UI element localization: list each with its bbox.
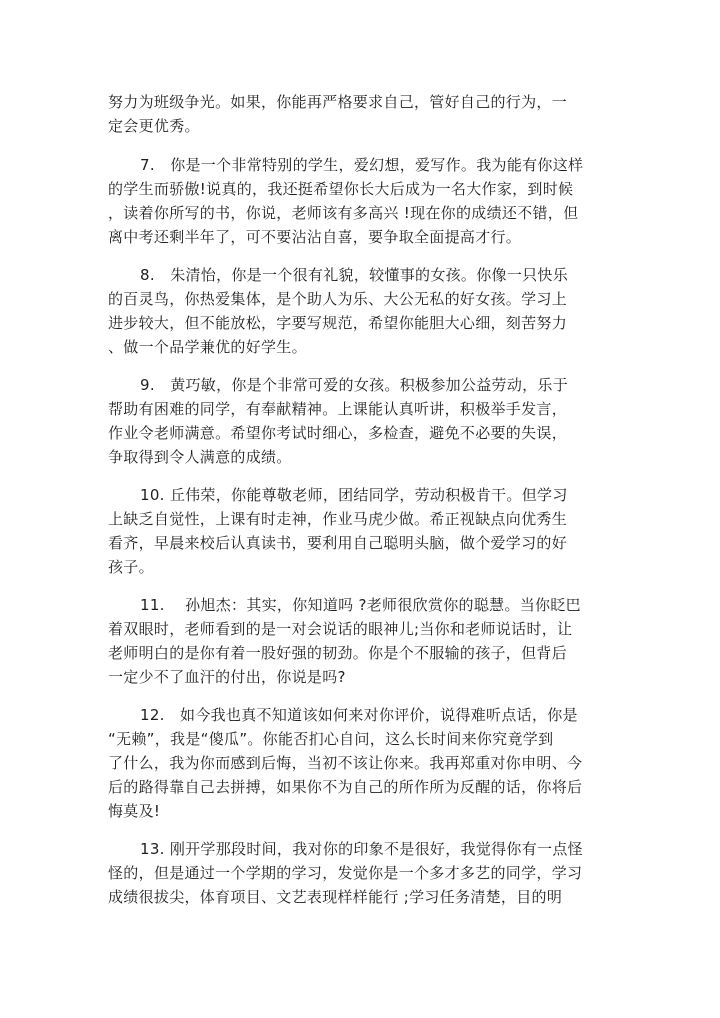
text-line: 老师明白的是你有着一股好强的韧劲。你是个不服输的孩子，但背后 (108, 644, 568, 662)
text-line: 悔莫及! (108, 802, 161, 820)
text-line: 11. 孙旭杰：其实，你知道吗 ?老师很欣赏你的聪慧。当你眨巴 (140, 596, 581, 614)
text-line: 帮助有困难的同学，有奉献精神。上课能认真听讲，积极举手发言， (108, 400, 568, 418)
text-line: 作业令老师满意。希望你考试时细心，多检查，避免不必要的失误， (108, 424, 568, 442)
paragraph-10 (108, 483, 608, 579)
text-line: 孩子。 (108, 558, 154, 576)
text-line: 离中考还剩半年了，可不要沾沾自喜，要争取全面提高才行。 (108, 228, 522, 246)
text-line: 10. 丘伟荣，你能尊敬老师，团结同学，劳动积极肯干。但学习 (140, 486, 568, 504)
text-line: 一定少不了血汗的付出，你说是吗? (108, 668, 346, 686)
text-line: 成绩很拔尖，体育项目、文艺表现样样能行 ;学习任务清楚，目的明 (108, 888, 563, 906)
document-page (108, 90, 608, 923)
paragraph-13 (108, 837, 608, 909)
text-line: ，读着你所写的书，你说，老师该有多高兴 !现在你的成绩还不错，但 (108, 204, 579, 222)
paragraph-12 (108, 703, 608, 823)
text-line: 后的路得靠自己去拼搏，如果你不为自己的所作所为反醒的话，你将后 (108, 778, 583, 796)
text-line: 9. 黄巧敏，你是个非常可爱的女孩。积极参加公益劳动，乐于 (140, 376, 569, 394)
text-line: 争取得到令人满意的成绩。 (108, 448, 292, 466)
paragraph-9 (108, 373, 608, 469)
paragraph-8 (108, 263, 608, 359)
text-line: 怪的，但是通过一个学期的学习，发觉你是一个多才多艺的同学，学习 (108, 864, 583, 882)
text-line: 定会更优秀。 (108, 117, 200, 135)
paragraph-intro (108, 90, 608, 138)
paragraph-11 (108, 593, 608, 689)
text-line: 看齐，早晨来校后认真读书，要利用自己聪明头脑，做个爱学习的好 (108, 534, 568, 552)
paragraph-7 (108, 153, 608, 249)
text-line: 了什么，我为你而感到后悔，当初不该让你来。我再郑重对你申明、今 (108, 754, 583, 772)
text-line: 进步较大，但不能放松，字要写规范，希望你能胆大心细，刻苦努力 (108, 314, 568, 332)
text-line: 7. 你是一个非常特别的学生，爱幻想，爱写作。我为能有你这样 (140, 156, 584, 174)
text-line: 着双眼时，老师看到的是一对会说话的眼神儿;当你和老师说话时，让 (108, 620, 573, 638)
text-line: “无赖”，我是“傻瓜”。你能否扪心自问，这么长时间来你究竟学到 (108, 730, 554, 748)
text-line: 12. 如今我也真不知道该如何来对你评价，说得难听点话，你是 (140, 706, 578, 724)
text-line: 8. 朱清怡，你是一个很有礼貌，较懂事的女孩。你像一只快乐 (140, 266, 569, 284)
text-line: 的百灵鸟，你热爱集体，是个助人为乐、大公无私的好女孩。学习上 (108, 290, 568, 308)
text-line: 13. 刚开学那段时间，我对你的印象不是很好，我觉得你有一点怪 (140, 840, 583, 858)
text-line: 的学生而骄傲!说真的，我还挺希望你长大后成为一名大作家，到时候 (108, 180, 574, 198)
text-line: 努力为班级争光。如果，你能再严格要求自己，管好自己的行为，一 (108, 93, 568, 111)
text-line: 上缺乏自觉性，上课有时走神，作业马虎少做。希正视缺点向优秀生 (108, 510, 568, 528)
text-line: 、做一个品学兼优的好学生。 (108, 338, 307, 356)
